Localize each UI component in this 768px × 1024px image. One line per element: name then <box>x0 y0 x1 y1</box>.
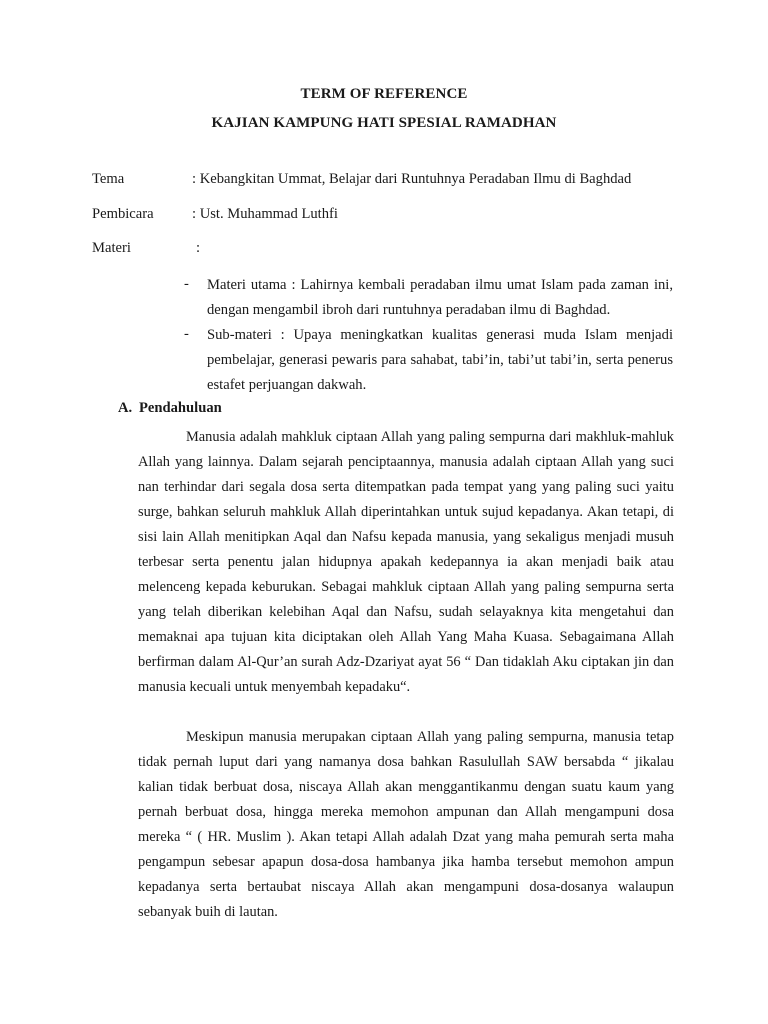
pembicara-value: : Ust. Muhammad Luthfi <box>192 206 338 222</box>
paragraph: Meskipun manusia merupakan ciptaan Allah yang paling sempurna, manusia tetap tidak pernah luput dari yang namanya dosa bahkan Rasulullah SAW bersabda “ jikalau kalian tidak berbuat dosa, niscaya Allah akan menggantikanmu dengan suatu kaum yang pernah berbuat dosa, hingga mereka memohon ampunan dan Allah mengampuni dosa mereka “ ( HR. Muslim ). Akan tetapi Allah adalah Dzat yang maha pemurah serta maha pengampun sebesar apapun dosa-dosa hambanya jika hamba tersebut memohon ampun kepadanya serta bertaubat niscaya Allah akan mengampuni dosa-dosanya walaupun sebanyak buih di lautan. <box>138 729 674 920</box>
meta-row-tema <box>92 171 682 193</box>
list-item-dash: - <box>184 276 189 292</box>
tema-value: : Kebangkitan Ummat, Belajar dari Runtuhnya Peradaban Ilmu di Baghdad <box>192 171 632 187</box>
materi-label: Materi <box>92 240 131 256</box>
list-item-dash: - <box>184 326 189 342</box>
section-heading <box>118 400 222 417</box>
section-number: A. <box>118 400 133 416</box>
materi-value: : <box>196 240 201 256</box>
list-item: Sub-materi : Upaya meningkatkan kualitas generasi muda Islam menjadi pembelajar, generasi pewaris para sahabat, tabi’in, tabi’ut tabi’in, serta penerus estafet perjuangan dakwah. <box>207 327 673 393</box>
pembicara-label: Pembicara <box>92 206 154 222</box>
meta-row-materi <box>92 240 682 262</box>
list-item: Materi utama : Lahirnya kembali peradaban ilmu umat Islam pada zaman ini, dengan mengambil ibroh dari runtuhnya peradaban ilmu di Baghdad. <box>207 277 673 318</box>
tema-label: Tema <box>92 171 125 187</box>
paragraph: Manusia adalah mahkluk ciptaan Allah yang paling sempurna dari makhluk-mahluk Allah yang lainnya. Dalam sejarah penciptaannya, manusia adalah ciptaan Allah yang suci nan terhindar dari segala dosa serta ditempatkan pada tempat yang yang paling suci yaitu surge, bahkan seluruh mahkluk Allah diperintahkan untuk sujud kepadanya. Akan tetapi, di sisi lain Allah menitipkan Aqal dan Nafsu kepada manusia, yang sekaligus menjadi musuh terbesar serta penentu jalan hidupnya apakah kedepannya ia akan menjadi baik atau melenceng kepada keburukan. Sebagai mahkluk ciptaan Allah yang paling sempurna serta yang telah diberikan kelebihan Aqal dan Nafsu, sudah selayaknya kita mengetahui dan memaknai apa tujuan kita diciptakan oleh Allah Yang Maha Kuasa. Sebagaimana Allah berfirman dalam Al-Qur’an surah Adz-Dzariyat ayat 56 “ Dan tidaklah Aku ciptakan jin dan manusia kecuali untuk menyembah kepadaku“. <box>138 429 674 695</box>
document-title: TERM OF REFERENCE <box>300 86 468 102</box>
meta-row-pembicara <box>92 206 682 228</box>
section-title: Pendahuluan <box>139 400 222 416</box>
document-subtitle: KAJIAN KAMPUNG HATI SPESIAL RAMADHAN <box>211 115 557 131</box>
